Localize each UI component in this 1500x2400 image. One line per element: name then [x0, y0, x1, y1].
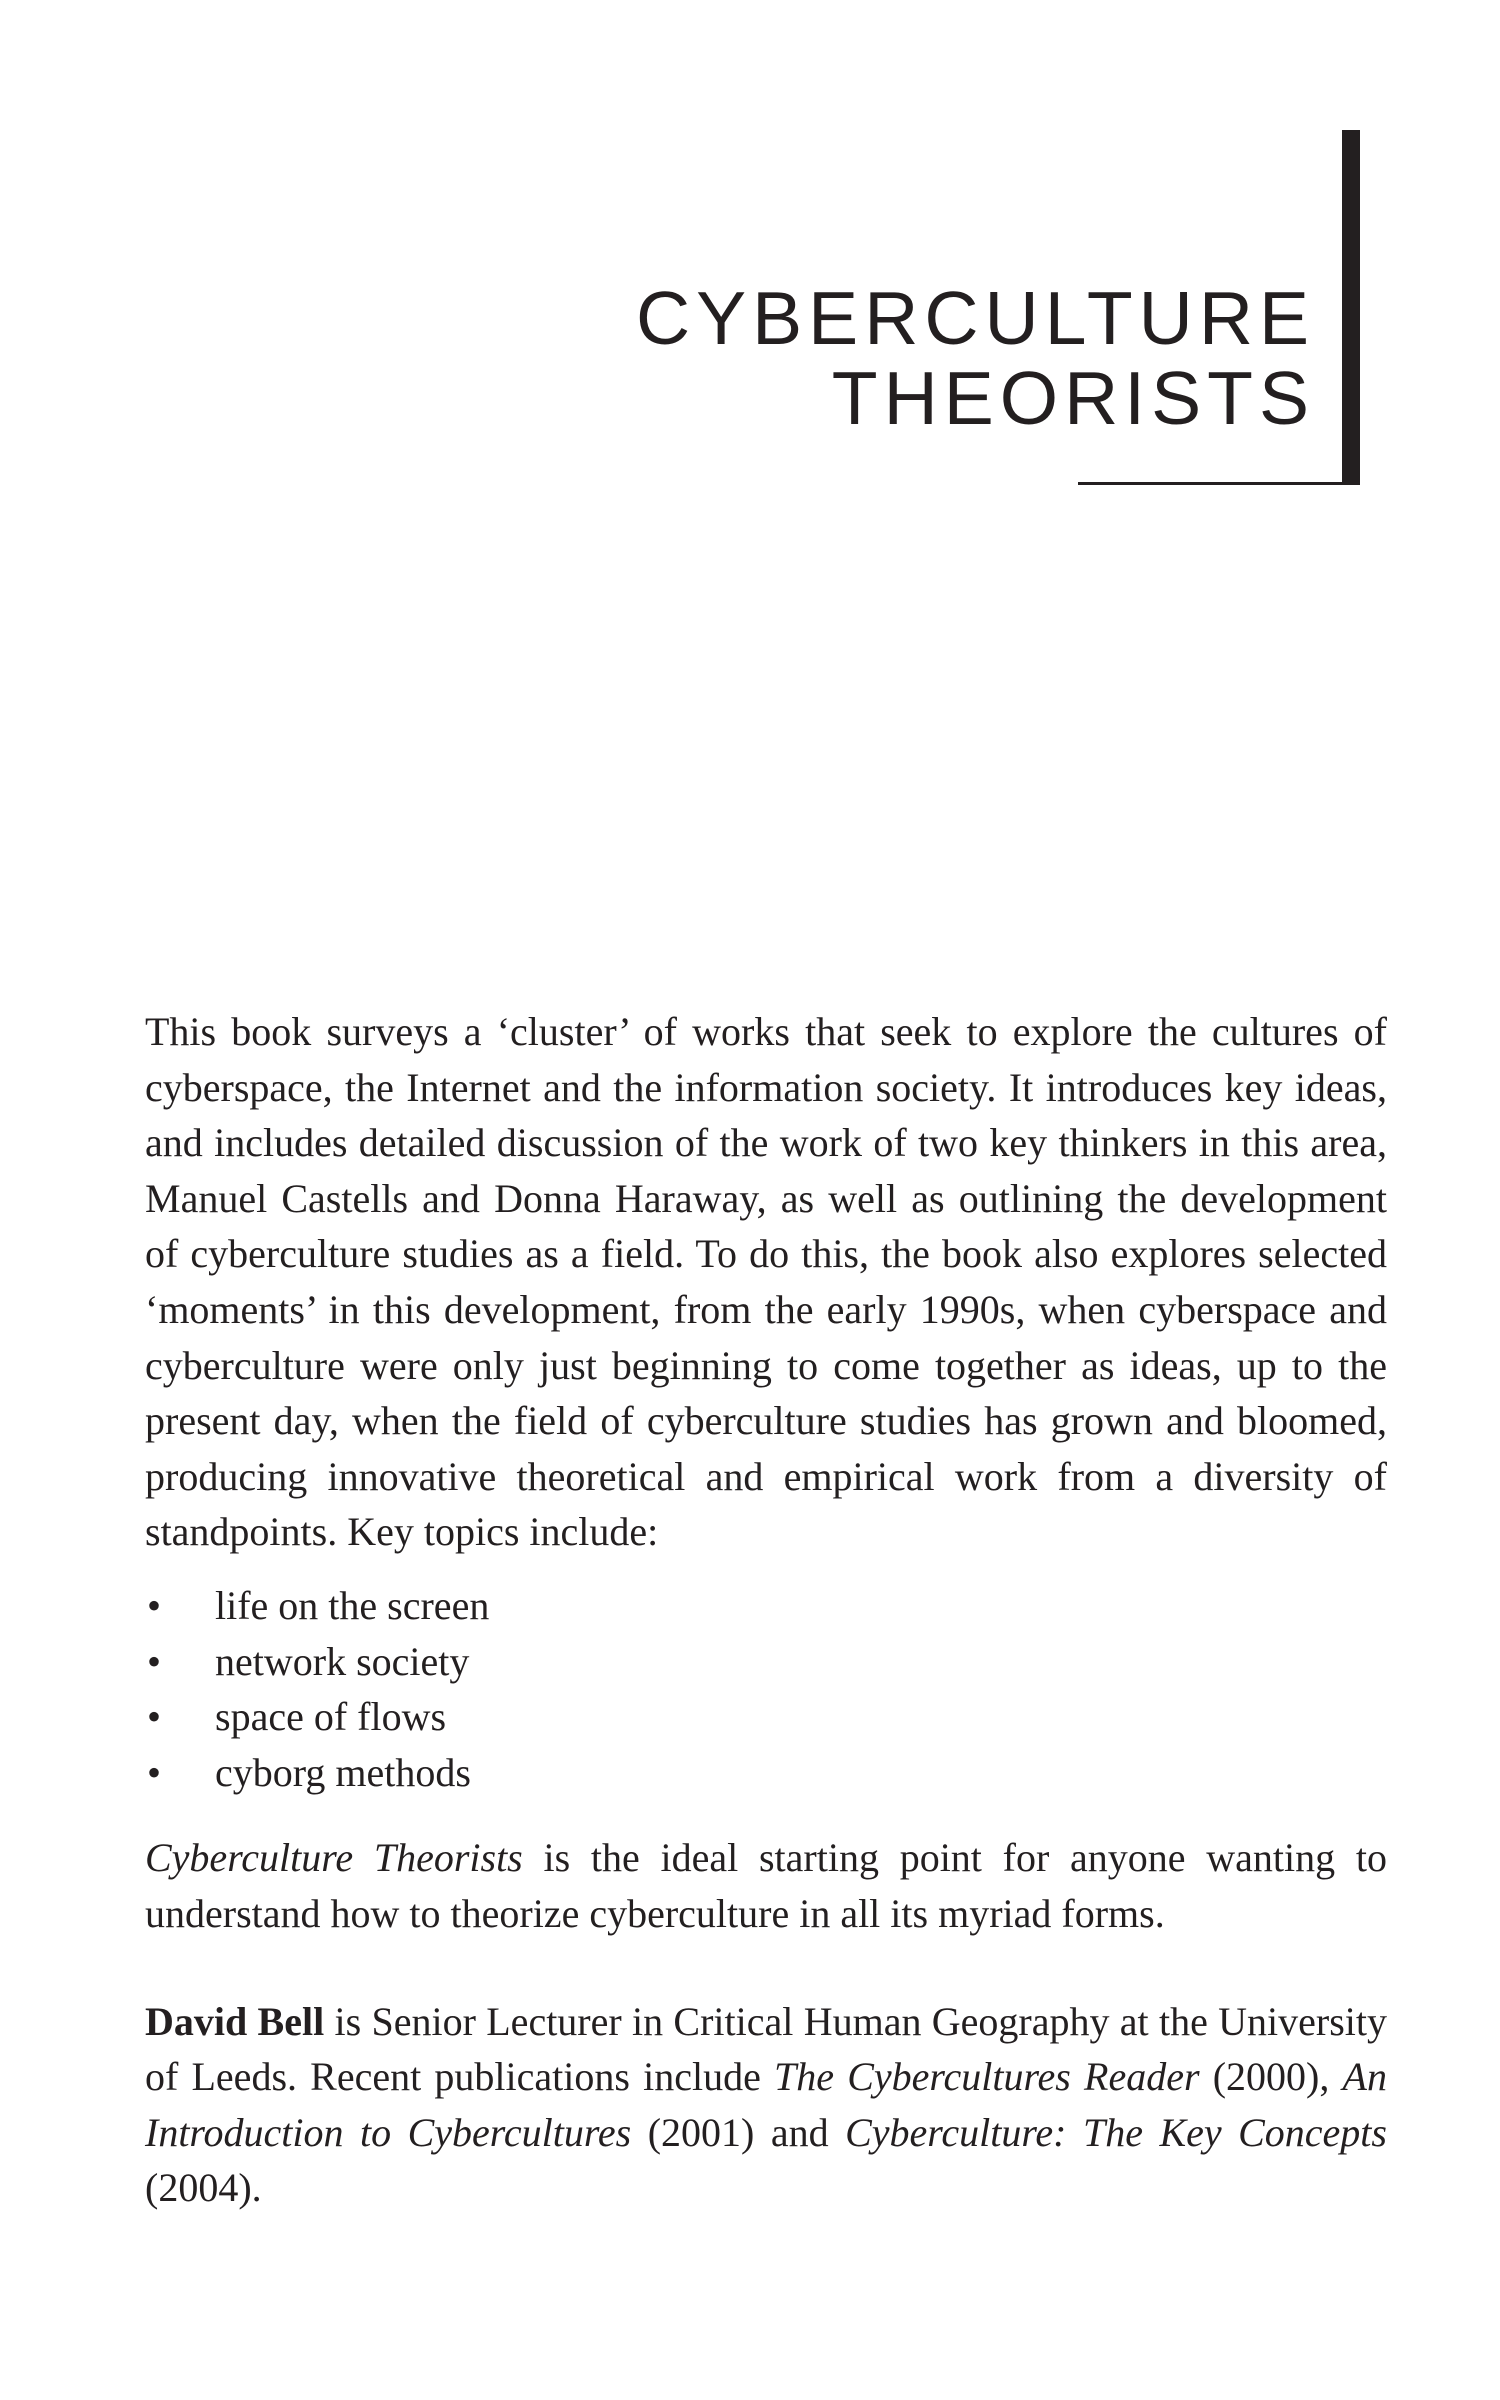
list-item [145, 1578, 1387, 1634]
author-bio-text-1: is Senior Lecturer in Critical Human Geography at the University of Leeds. Recent publications include [145, 1998, 1387, 2100]
closing-book-title: Cyberculture Theorists [145, 1835, 523, 1881]
bullet-icon: • [147, 1749, 162, 1795]
description-paragraph: This book surveys a ‘cluster’ of works that seek to explore the cultures of cyberspace, the Internet and the information society. It introduces key ideas, and includes detailed discussion of the work of two key thinkers in this area, Manuel Castells and Donna Haraway, as well as outlining the development of cyberculture studies as a field. To do this, the book also explores selected ‘moments’ in this development, from the early 1990s, when cyberspace and cyberculture were only just beginning to come together as ideas, up to the present day, when the field of cyberculture studies has grown and bloomed, producing innovative theoretical and empirical work from a diversity of standpoints. Key topics include: [145, 1009, 1387, 1555]
book-title-line-1: CYBERCULTURE [635, 276, 1315, 360]
publication-title-2: An Introduction to Cybercultures [145, 2054, 1387, 2155]
author-bio-text-4: (2004). [145, 2165, 262, 2211]
closing-text: is the ideal starting point for anyone wanting to understand how to theorize cyberculture in all its myriad forms. [145, 1835, 1387, 1936]
author-name: David Bell [145, 1998, 325, 2044]
title-horizontal-rule [1078, 482, 1360, 485]
book-title-line-2: THEORISTS [831, 356, 1315, 440]
topic-label: life on the screen [215, 1582, 490, 1628]
bullet-icon: • [147, 1582, 162, 1628]
bullet-icon: • [147, 1638, 162, 1684]
topic-label: space of flows [215, 1694, 447, 1740]
bullet-icon: • [147, 1694, 162, 1740]
blurb-content [145, 1004, 1387, 2216]
key-topics-list [145, 1578, 1387, 1800]
list-item [145, 1745, 1387, 1801]
topic-label: network society [215, 1638, 470, 1684]
closing-paragraph [145, 1830, 1387, 1941]
author-bio [145, 1994, 1387, 2216]
list-item [145, 1634, 1387, 1690]
author-bio-text-2: (2000), [1199, 2054, 1343, 2100]
author-bio-text-3: (2001) and [631, 2109, 846, 2155]
title-vertical-rule [1342, 130, 1360, 485]
list-item [145, 1689, 1387, 1745]
topic-label: cyborg methods [215, 1749, 471, 1795]
publication-title-3: Cyberculture: The Key Concepts [845, 2109, 1387, 2155]
book-title [500, 278, 1315, 438]
publication-title-1: The Cybercultures Reader [774, 2054, 1200, 2100]
